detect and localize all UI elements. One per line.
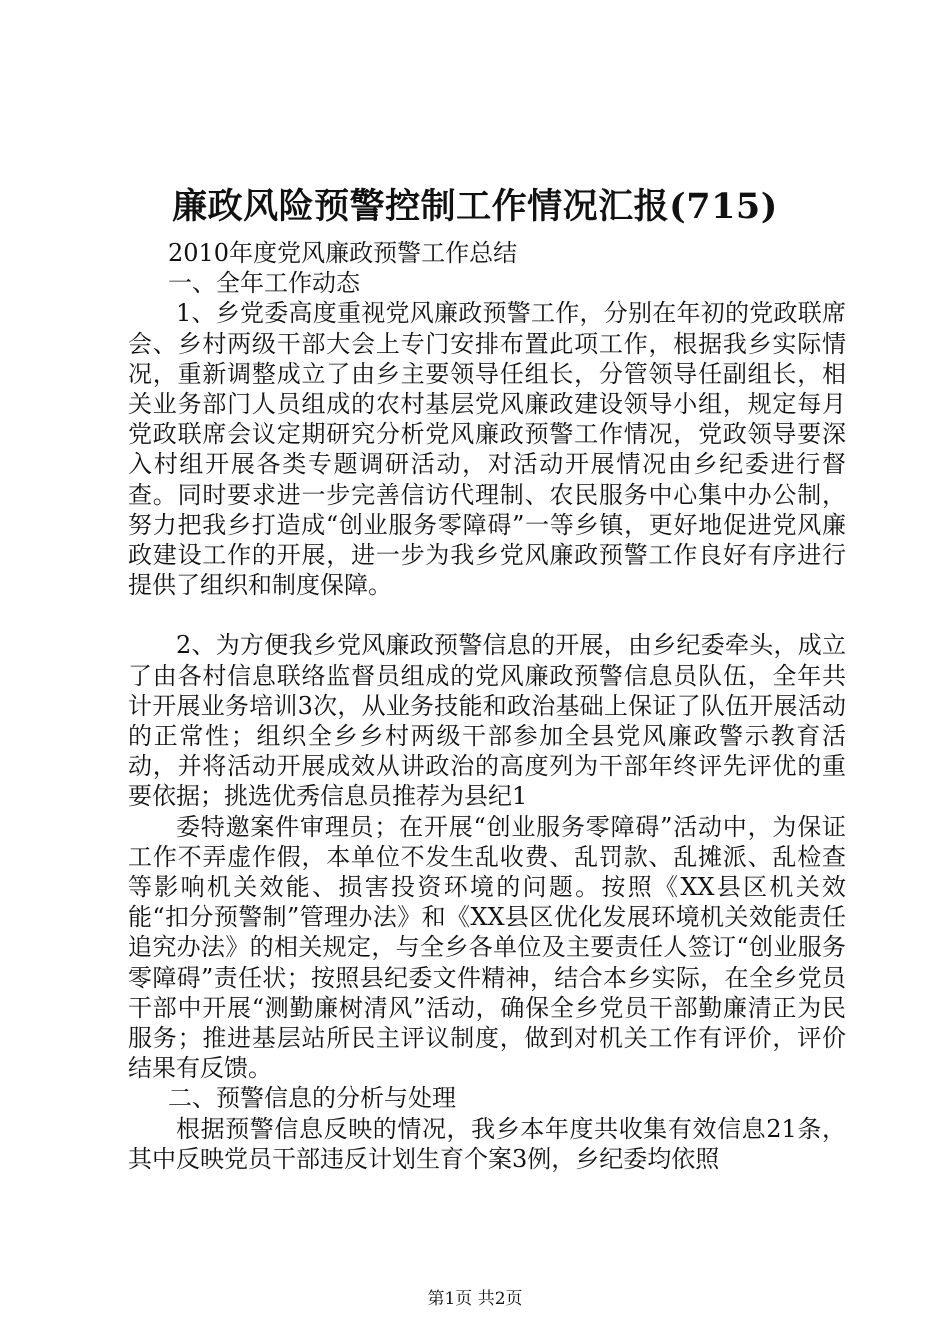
section-heading-1: 一、全年工作动态 [168,269,360,298]
paragraph-2: 2、为方便我乡党风廉政预警信息的开展，由乡纪委牵头，成立了由各村信息联络监督员组成的党风廉政预警信息员队伍，全年共计开展业务培训3次，从业务技能和政治基础上保证了队伍开展活动的正常性；组织全乡乡村两级干部参加全县党风廉政警示教育活动，并将活动开展成效从讲政治的高度列为干部年终评先评优的重要依据；挑选优秀信息员推荐为县纪1 [128,631,846,811]
section-heading-2: 二、预警信息的分析与处理 [168,1084,456,1113]
document-title: 廉政风险预警控制工作情况汇报(715) [172,186,778,227]
document-body [128,238,846,1174]
page-indicator: 第1页 共2页 [427,1289,523,1309]
paragraph-1: 1、乡党委高度重视党风廉政预警工作，分别在年初的党政联席会、乡村两级干部大会上专门安排布置此项工作，根据我乡实际情况，重新调整成立了由乡主要领导任组长，分管领导任副组长，相关业务部门人员组成的农村基层党风廉政建设领导小组，规定每月党政联席会议定期研究分析党风廉政预警工作情况，党政领导要深入村组开展各类专题调研活动，对活动开展情况由乡纪委进行督查。同时要求进一步完善信访代理制、农民服务中心集中办公制，努力把我乡打造成“创业服务零障碍”一等乡镇，更好地促进党风廉政建设工作的开展，进一步为我乡党风廉政预警工作良好有序进行提供了组织和制度保障。 [128,299,846,600]
paragraph-3: 委特邀案件审理员；在开展“创业服务零障碍”活动中，为保证工作不弄虚作假，本单位不发生乱收费、乱罚款、乱摊派、乱检查等影响机关效能、损害投资环境的问题。按照《XX县区机关效能“扣分预警制”管理办法》和《XX县区优化发展环境机关效能责任追究办法》的相关规定，与全乡各单位及主要责任人签订“创业服务零障碍”责任状；按照县纪委文件精神，结合本乡实际，在全乡党员干部中开展“测勤廉树清风”活动，确保全乡党员干部勤廉清正为民服务；推进基层站所民主评议制度，做到对机关工作有评价，评价结果有反馈。 [128,812,846,1083]
paragraph-4: 根据预警信息反映的情况，我乡本年度共收集有效信息21条，其中反映党员干部违反计划生育个案3例，乡纪委均依照 [128,1114,846,1173]
document-subtitle: 2010年度党风廉政预警工作总结 [168,239,518,267]
